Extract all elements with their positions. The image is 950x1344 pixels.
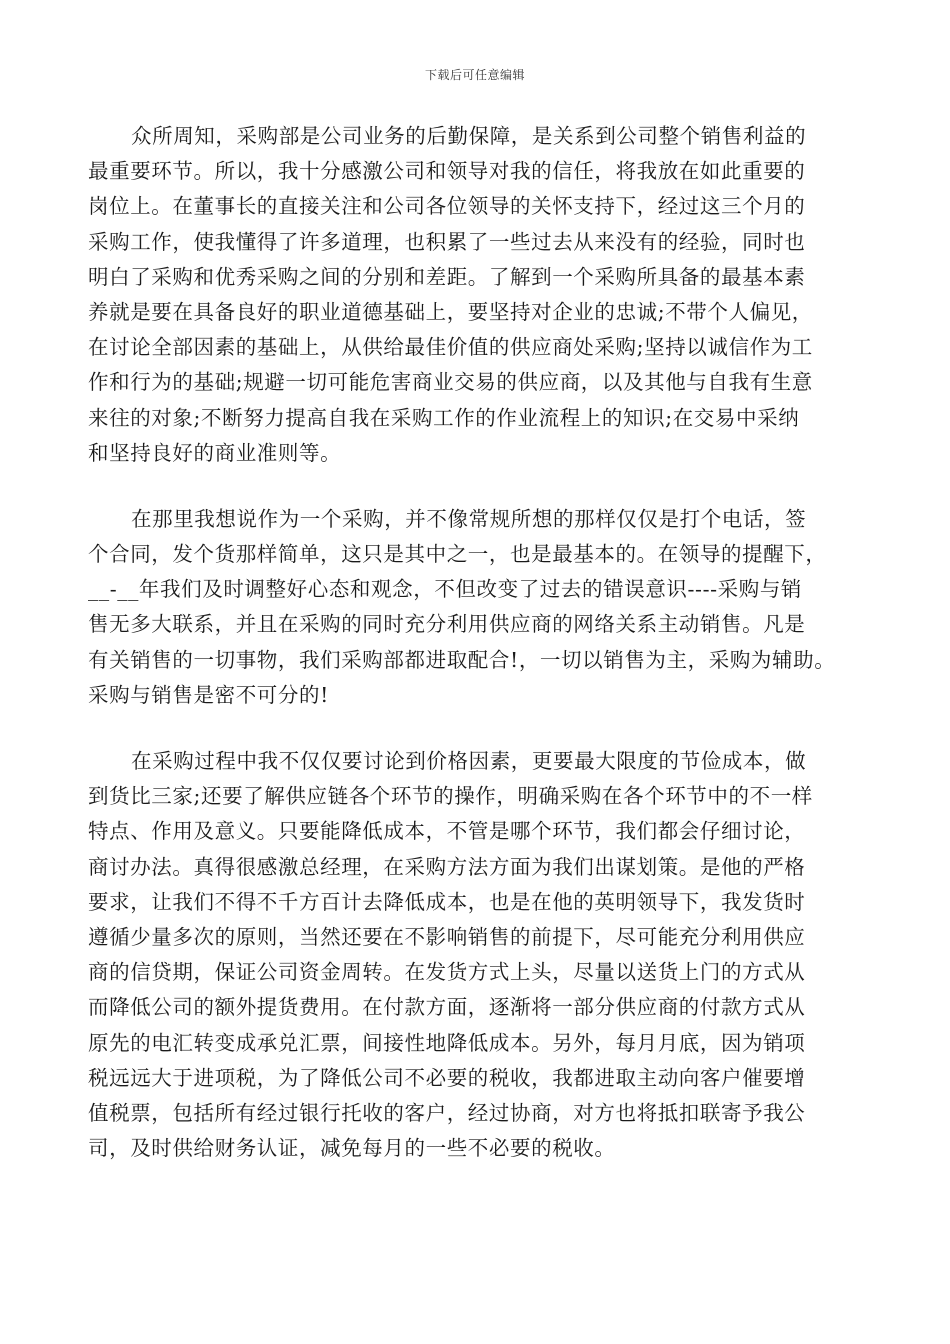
paragraph-line: 原先的电汇转变成承兑汇票，间接性地降低成本。另外，每月月底，因为销项 xyxy=(88,1030,806,1055)
page-header-note: 下载后可任意编辑 xyxy=(424,68,525,82)
paragraph-line: 税远远大于进项税，为了降低公司不必要的税收，我都进取主动向客户催要增 xyxy=(88,1065,806,1090)
paragraph-line: 值税票，包括所有经过银行托收的客户，经过协商，对方也将抵扣联寄予我公 xyxy=(88,1100,806,1125)
paragraph-line: 作和行为的基础;规避一切可能危害商业交易的供应商，以及其他与自我有生意 xyxy=(88,370,813,395)
paragraph-line: 在那里我想说作为一个采购，并不像常规所想的那样仅仅是打个电话，签 xyxy=(131,506,807,531)
paragraph-line: 要求，让我们不得不千方百计去降低成本，也是在他的英明领导下，我发货时 xyxy=(88,889,806,914)
paragraph-line: 商讨办法。真得很感激总经理，在采购方法方面为我们出谋划策。是他的严格 xyxy=(88,854,806,879)
paragraph-line: 来往的对象;不断努力提高自我在采购工作的作业流程上的知识;在交易中采纳 xyxy=(88,405,800,430)
paragraph-line: 而降低公司的额外提货费用。在付款方面，逐渐将一部分供应商的付款方式从 xyxy=(88,995,806,1020)
paragraph-1 xyxy=(88,119,878,471)
paragraph-line: 在讨论全部因素的基础上，从供给最佳价值的供应商处采购;坚持以诚信作为工 xyxy=(88,335,813,360)
paragraph-line: 个合同，发个货那样简单，这只是其中之一，也是最基本的。在领导的提醒下， xyxy=(88,542,827,567)
paragraph-line: 遵循少量多次的原则，当然还要在不影响销售的前提下，尽可能充分利用供应 xyxy=(88,924,806,949)
paragraph-line: 售无多大联系，并且在采购的同时充分利用供应商的网络关系主动销售。凡是 xyxy=(88,612,806,637)
paragraph-spacer xyxy=(88,471,878,502)
paragraph-line: 岗位上。在董事长的直接关注和公司各位领导的关怀支持下，经过这三个月的 xyxy=(88,194,806,219)
document-body xyxy=(88,119,878,1166)
paragraph-line: 到货比三家;还要了解供应链各个环节的操作，明确采购在各个环节中的不一样 xyxy=(88,784,813,809)
paragraph-line: 养就是要在具备良好的职业道德基础上，要坚持对企业的忠诚;不带个人偏见， xyxy=(88,299,813,324)
paragraph-line: 采购工作，使我懂得了许多道理，也积累了一些过去从来没有的经验，同时也 xyxy=(88,229,806,254)
paragraph-line: 最重要环节。所以，我十分感激公司和领导对我的信任，将我放在如此重要的 xyxy=(88,159,806,184)
paragraph-line: 在采购过程中我不仅仅要讨论到价格因素，更要最大限度的节俭成本，做 xyxy=(131,749,807,773)
paragraph-line: 司，及时供给财务认证，减免每月的一些不必要的税收。 xyxy=(88,1136,616,1161)
paragraph-line: 商的信贷期，保证公司资金周转。在发货方式上头，尽量以送货上门的方式从 xyxy=(88,960,806,985)
paragraph-2 xyxy=(88,502,878,713)
paragraph-line: 明白了采购和优秀采购之间的分别和差距。了解到一个采购所具备的最基本素 xyxy=(88,264,806,289)
paragraph-3 xyxy=(88,744,878,1166)
paragraph-line: 采购与销售是密不可分的! xyxy=(88,682,329,707)
paragraph-spacer xyxy=(88,713,878,744)
paragraph-line: 和坚持良好的商业准则等。 xyxy=(88,440,342,465)
paragraph-line: 特点、作用及意义。只要能降低成本，不管是哪个环节，我们都会仔细讨论， xyxy=(88,819,806,844)
paragraph-line: 众所周知，采购部是公司业务的后勤保障，是关系到公司整个销售利益的 xyxy=(131,124,807,148)
paragraph-line: __-__年我们及时调整好心态和观念，不但改变了过去的错误意识----采购与销 xyxy=(88,577,803,602)
paragraph-line: 有关销售的一切事物，我们采购部都进取配合!，一切以销售为主，采购为辅助。 xyxy=(88,647,836,672)
